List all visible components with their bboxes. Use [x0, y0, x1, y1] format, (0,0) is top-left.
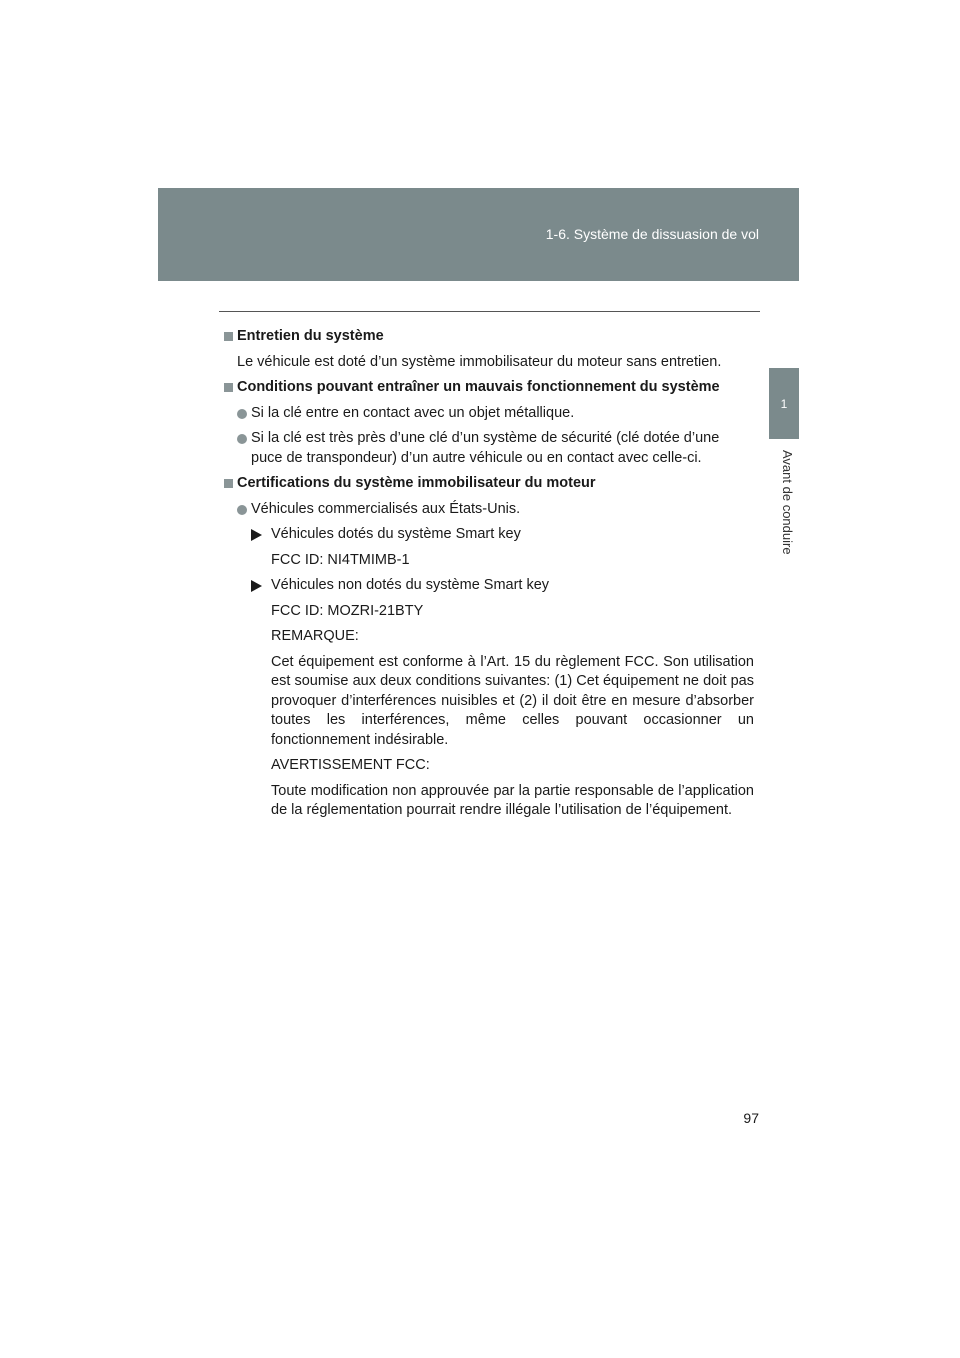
list-item: [224, 500, 754, 520]
triangle-arrow-icon: [251, 580, 262, 592]
list-item: [224, 429, 754, 468]
list-item-text: Si la clé entre en contact avec un objet métallique.: [251, 404, 575, 421]
sub-list-item: [224, 525, 754, 545]
sub-item-text: Véhicules non dotés du système Smart key: [271, 577, 550, 593]
chapter-tab: [769, 368, 799, 439]
remark-text: Cet équipement est conforme à l’Art. 15 du règlement FCC. Son utilisation est soumise aux deux conditions suivantes: (1) Cet équipement ne doit pas provoquer d’interférences nuisibles et (2) il doit être en mesure d’absorber toutes les interférences, même celles pouvant occasionner un fonctionnement indésirable.: [271, 653, 754, 748]
warning-label: AVERTISSEMENT FCC:: [271, 757, 430, 773]
circle-bullet-icon: [237, 434, 247, 444]
list-item-text: Véhicules commercialisés aux États-Unis.: [251, 500, 521, 517]
header-band: [158, 188, 799, 281]
circle-bullet-icon: [237, 409, 247, 419]
chapter-label: Avant de conduire: [780, 450, 795, 555]
top-divider: [219, 311, 760, 312]
fcc-id: FCC ID: NI4TMIMB-1: [271, 551, 410, 568]
sub-list-item: [224, 576, 754, 596]
section-heading: [224, 327, 754, 347]
page-content: [224, 327, 754, 827]
circle-bullet-icon: [237, 505, 247, 515]
square-bullet-icon: [224, 479, 233, 488]
list-item-text: Si la clé est très près d’une clé d’un système de sécurité (clé dotée d’une puce de transpondeur) d’un autre véhicule ou en contact avec celle-ci.: [251, 430, 720, 466]
chapter-number: 1: [780, 396, 788, 411]
square-bullet-icon: [224, 383, 233, 392]
remark-label: REMARQUE:: [271, 628, 359, 644]
section-title: 1-6. Système de dissuasion de vol: [545, 226, 759, 242]
square-bullet-icon: [224, 332, 233, 341]
heading-text: Conditions pouvant entraîner un mauvais fonctionnement du système: [237, 379, 720, 395]
sub-item-text: Véhicules dotés du système Smart key: [271, 526, 521, 542]
section-heading: [224, 378, 754, 398]
warning-text: Toute modification non approuvée par la partie responsable de l’application de la réglementation pourrait rendre illégale l’utilisation de l’équipement.: [271, 782, 754, 818]
heading-text: Certifications du système immobilisateur du moteur: [237, 475, 596, 491]
section-heading: [224, 474, 754, 494]
heading-text: Entretien du système: [237, 328, 384, 344]
paragraph: Le véhicule est doté d’un système immobilisateur du moteur sans entretien.: [237, 353, 722, 370]
page-number: 97: [743, 1110, 759, 1126]
fcc-id: FCC ID: MOZRI-21BTY: [271, 602, 424, 619]
list-item: [224, 404, 754, 424]
triangle-arrow-icon: [251, 529, 262, 541]
